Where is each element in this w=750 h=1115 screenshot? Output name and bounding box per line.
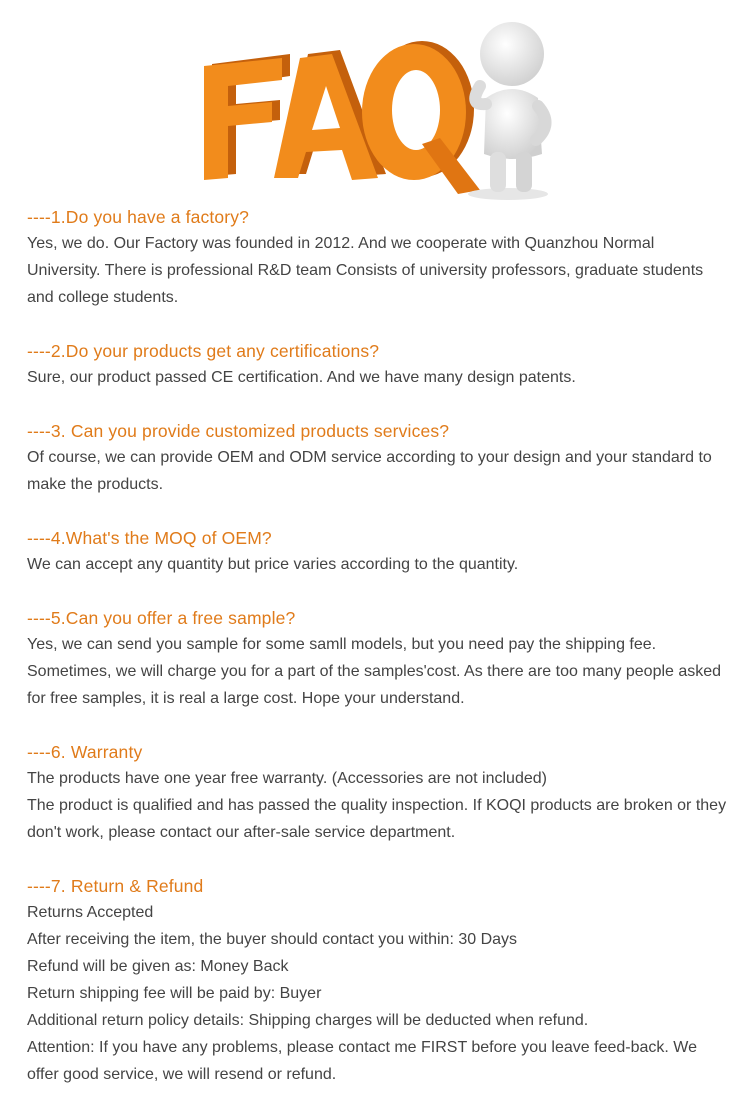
faq-question: ----2.Do your products get any certifications?	[27, 341, 380, 361]
faq-question: ----3. Can you provide customized products services?	[27, 421, 450, 441]
faq-item	[27, 418, 727, 498]
faq-question: ----1.Do you have a factory?	[27, 207, 250, 227]
faq-question: ----7. Return & Refund	[27, 876, 204, 896]
faq-answer: Attention: If you have any problems, please contact me FIRST before you leave feed-back. We offer good service, we will resend or refund.	[27, 1039, 697, 1083]
faq-item	[27, 525, 727, 578]
faq-answer: After receiving the item, the buyer should contact you within: 30 Days	[27, 931, 518, 948]
faq-answer: Returns Accepted	[27, 904, 154, 921]
faq-item	[27, 605, 727, 712]
faq-section	[27, 204, 727, 1115]
faq-answer: Yes, we do. Our Factory was founded in 2012. And we cooperate with Quanzhou Normal University. There is professional R&D team Consists of university professors, graduate students and college students.	[27, 235, 704, 306]
faq-answer: Refund will be given as: Money Back	[27, 958, 289, 975]
banner-letter-f	[204, 54, 290, 180]
faq-banner-image	[190, 14, 560, 200]
thinking-figure-icon	[468, 22, 548, 200]
faq-answer: The products have one year free warranty. (Accessories are not included)	[27, 770, 547, 787]
faq-answer: The product is qualified and has passed the quality inspection. If KOQI products are broken or they don't work, please contact our after-sale service department.	[27, 797, 727, 841]
faq-question: ----5.Can you offer a free sample?	[27, 608, 296, 628]
faq-item	[27, 204, 727, 311]
faq-item	[27, 873, 727, 1088]
faq-answer: We can accept any quantity but price varies according to the quantity.	[27, 556, 519, 573]
faq-answer: Yes, we can send you sample for some samll models, but you need pay the shipping fee. Sometimes, we will charge you for a part of the samples'cost. As there are too many people asked for free samples, it is real a large cost. Hope your understand.	[27, 636, 722, 707]
faq-answer: Return shipping fee will be paid by: Buyer	[27, 985, 322, 1002]
faq-question: ----6. Warranty	[27, 742, 143, 762]
faq-question: ----4.What's the MOQ of OEM?	[27, 528, 272, 548]
faq-answer: Of course, we can provide OEM and ODM service according to your design and your standard to make the products.	[27, 449, 712, 493]
faq-item	[27, 338, 727, 391]
faq-item	[27, 739, 727, 846]
faq-answer: Additional return policy details: Shipping charges will be deducted when refund.	[27, 1012, 589, 1029]
faq-answer: Sure, our product passed CE certification. And we have many design patents.	[27, 369, 576, 386]
